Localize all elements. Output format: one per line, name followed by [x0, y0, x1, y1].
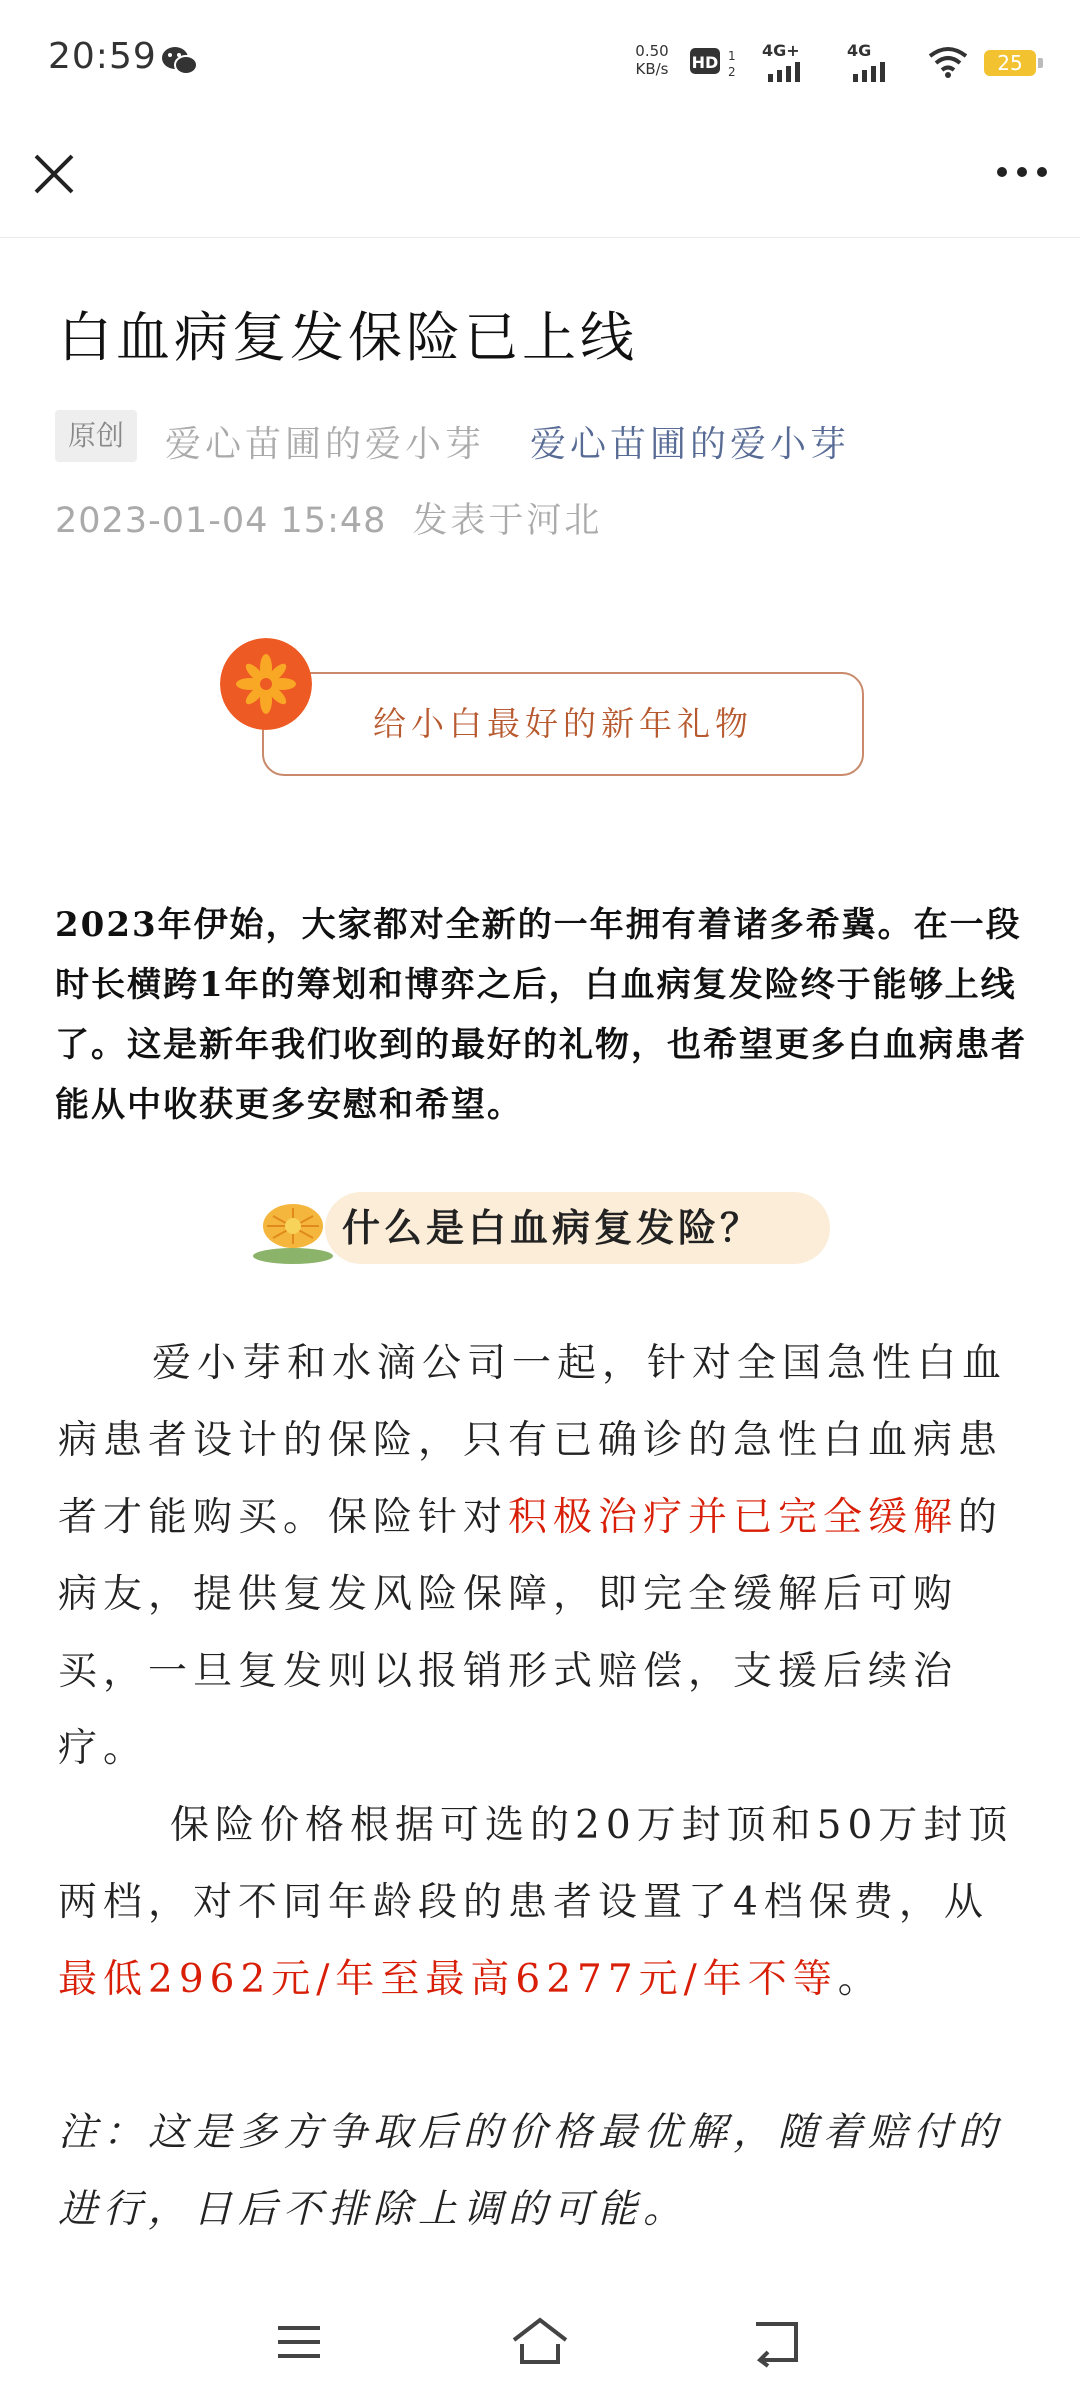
sim1-label: 4G+: [762, 41, 800, 60]
p1-text-b: 的病友，提供复发风险保障，即完全缓解后可购买，一旦复发则以报销形式赔偿，支援后续治疗。: [58, 1495, 1004, 1771]
article-topbar: [0, 120, 1080, 238]
hd-voice-icon: [690, 46, 738, 78]
home-icon[interactable]: [510, 2316, 570, 2368]
system-navbar: [0, 2290, 1080, 2408]
gift-banner: [262, 672, 864, 776]
wifi-icon: [928, 44, 968, 80]
hd-label: HD: [691, 53, 719, 72]
battery-tip: [1038, 58, 1043, 68]
account-link[interactable]: 爱心苗圃的爱小芽: [530, 424, 851, 465]
svg-text:2: 2: [728, 65, 736, 78]
net-speed: [630, 42, 674, 78]
article-meta: [55, 410, 1035, 470]
more-icon[interactable]: [994, 160, 1050, 184]
banner-text: 给小白最好的新年礼物: [373, 704, 753, 743]
body-paragraph-1: [58, 1325, 1024, 1787]
menu-icon[interactable]: [274, 2320, 324, 2364]
p1-text-a: 爱小芽和水滴公司一起，针对全国急性白血病患者设计的保险，只有已确诊的急性白血病患者才能购买。保险针对: [58, 1341, 1008, 1540]
signal-sim2-icon: [845, 40, 905, 84]
svg-text:1: 1: [728, 49, 736, 63]
article-title: 白血病复发保险已上线: [58, 306, 638, 369]
close-icon[interactable]: [30, 150, 78, 198]
p2-text-a: 保险价格根据可选的20万封顶和50万封顶两档，对不同年龄段的患者设置了4档保费，从: [58, 1803, 1014, 1925]
p2-highlight: 最低2962元/年至最高6277元/年不等: [58, 1957, 838, 2002]
section-title: 什么是白血病复发险？: [342, 1205, 763, 1250]
intro-paragraph: 2023年伊始，大家都对全新的一年拥有着诸多希冀。在一段时长横跨1年的筹划和博弈之后，白血病复发险终于能够上线了。这是新年我们收到的最好的礼物，也希望更多白血病患者能从中收获更多安慰和希望。: [55, 905, 1027, 1125]
wechat-notification-icon: [160, 44, 200, 78]
battery-icon: 25: [984, 50, 1036, 76]
p2-text-b: 。: [837, 1957, 883, 2002]
publish-info: [55, 493, 602, 543]
chrysanthemum-icon: [245, 1188, 341, 1268]
publish-location: 发表于河北: [412, 501, 603, 541]
flower-badge-icon: [220, 638, 312, 730]
original-badge: 原创: [55, 410, 137, 462]
signal-sim1-icon: [760, 40, 820, 84]
status-bar: [0, 0, 1080, 120]
net-speed-value: 0.50: [635, 42, 669, 60]
status-icons: [600, 38, 1080, 88]
back-icon[interactable]: [752, 2316, 806, 2368]
status-time: 20:59: [48, 36, 157, 77]
p1-highlight: 积极治疗并已完全缓解: [508, 1495, 959, 1540]
note-paragraph: 注：这是多方争取后的价格最优解，随着赔付的进行，日后不排除上调的可能。: [58, 2110, 1004, 2232]
author-name: 爱心苗圃的爱小芽: [165, 424, 486, 465]
sim2-label: 4G: [847, 41, 872, 60]
body-paragraph-2: [58, 1787, 1024, 2018]
net-speed-unit: KB/s: [635, 60, 669, 78]
publish-time: 2023-01-04 15:48: [55, 501, 387, 541]
